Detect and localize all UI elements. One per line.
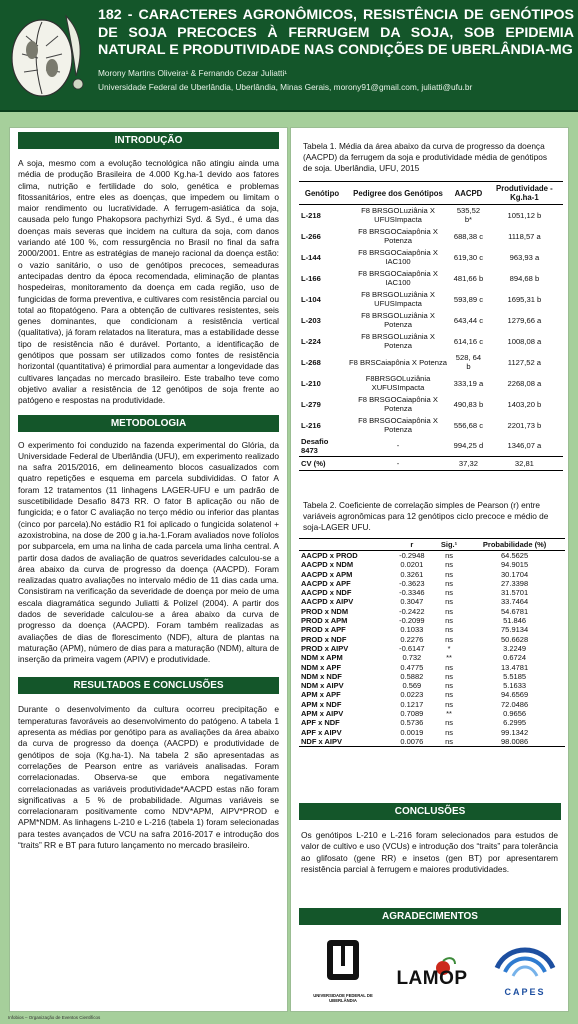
- table-row: [299, 373, 563, 394]
- table-row: [299, 205, 563, 226]
- variable-pair-cell: AACPD x PROD: [301, 551, 358, 560]
- variable-pair-cell: APM x APF: [301, 690, 341, 700]
- table-cell: F8BRSGOLuziânia XUFUSImpacta: [365, 374, 431, 392]
- variable-pair-cell: AACPD x APF: [301, 578, 351, 588]
- table-cell: 0.4775: [400, 662, 424, 672]
- table-row: [299, 415, 563, 436]
- ufu-logo-icon: [303, 936, 383, 988]
- genotype-cell: L-104: [301, 294, 321, 304]
- table-cell: 37,32: [451, 457, 486, 471]
- table-row: [299, 653, 565, 662]
- lamop-logo: [389, 954, 475, 994]
- variable-pair-cell: NDM x APM: [301, 653, 343, 663]
- conclusions-text: Os genótipos L-210 e L-216 foram selecionados para estudos de valor de cultivo e uso (VCUs) e introdução dos “traits” para tolerância ao glifosato (gene RR) e insetos (gen BT) por apresentarem resistência parcial à ferrugem e maiores produtividades.: [301, 830, 558, 874]
- variable-pair-cell: PROD x APF: [301, 625, 346, 635]
- table-cell: -0.2422: [399, 606, 425, 616]
- table-cell: 614,16 c: [453, 336, 483, 346]
- variable-pair-cell: NDM x APF: [301, 662, 342, 672]
- table-row: [299, 588, 565, 597]
- table-cell: 32,81: [486, 457, 563, 471]
- table-row: [299, 570, 565, 579]
- table2-header-cell: Probabilidade (%): [464, 539, 565, 551]
- table-cell: 75.9134: [501, 625, 529, 635]
- table-cell: 894,68 b: [509, 273, 540, 283]
- table-cell: ns: [445, 588, 453, 598]
- table-cell: 0.0201: [400, 560, 424, 570]
- genotype-cell: L-203: [301, 315, 321, 325]
- table-cell: 0.732: [402, 653, 422, 663]
- intro-heading: INTRODUÇÃO: [18, 132, 279, 149]
- table-cell: 619,30 c: [453, 252, 483, 262]
- genotype-cell: L-166: [301, 273, 321, 283]
- table-row: [299, 226, 563, 247]
- table-cell: 0.6724: [503, 653, 527, 663]
- table-row: [299, 681, 565, 690]
- table-cell: 0.9656: [503, 709, 527, 719]
- method-heading: METODOLOGIA: [18, 415, 279, 432]
- table-cell: ns: [445, 671, 453, 681]
- table-cell: F8 BRSGOLuziânia X Potenza: [361, 332, 435, 350]
- ufu-label: UNIVERSIDADE FEDERAL DE UBERLÂNDIA: [313, 993, 373, 1003]
- genotype-cell: L-210: [301, 378, 321, 388]
- genotype-cell: L-144: [301, 252, 321, 262]
- variable-pair-cell: PROD x NDM: [301, 606, 349, 616]
- table-cell: 1346,07 a: [486, 436, 563, 457]
- table-cell: 1127,52 a: [507, 357, 542, 367]
- table-cell: F8 BRSGOCaiapônia X Potenza: [358, 416, 438, 434]
- table-cell: 994,25 d: [451, 436, 486, 457]
- table-cell: 1008,08 a: [507, 336, 542, 346]
- genotype-cell: L-218: [301, 210, 321, 220]
- table-cell: F8 BRSGOLuziânia X Potenza: [361, 311, 435, 329]
- poster-header: [0, 0, 578, 112]
- capes-label: CAPES: [504, 987, 546, 997]
- table-cell: -: [345, 436, 451, 457]
- table-cell: 0.5882: [400, 671, 424, 681]
- authors: Morony Martins Oliveira¹ & Fernando Cezar Juliatti¹: [98, 68, 288, 78]
- table-cell: 27.3398: [501, 578, 529, 588]
- table-cell: 1403,20 b: [507, 399, 542, 409]
- variable-pair-cell: NDM x AIPV: [301, 681, 344, 691]
- table-cell: -0.6147: [399, 643, 425, 653]
- table1-header-cell: AACPD: [451, 182, 486, 205]
- intro-text: A soja, mesmo com a evolução tecnológica não atingiu ainda uma média de produção Brasileira de 4.000 Kg.ha-1 devido aos fatores clima, nutrição e fertilidade do solo, genética e problemas fitossanitários, entre eles as doenças, que impedem ou limitam o maior rendimento ou lucratividade. A ferrugem-asiática da soja, causada pelo fungo Phakopsora pachyrhizi Syd. & Syd., é uma das doenças mais severas que incidem na cultura da soja, com danos variando até 100 %, com ressurgência no Brasil no final da safra 2000/2001. Entre as estratégias de manejo racional da doença estão: o vazio sanitário, o uso de genótipos precoces, semeaduras antecipadas dentro da época recomendada, eliminação de plantas hospedeiras, monitoramento da doença em cada região, uso de fungicidas de forma preventiva, e cultivares com resistência parcial ou total ao fitopatógeno. Para a obtenção de cultivares resistentes, seis genes dominantes, que condicionam a resistência vertical (qualitativa), já foram relatados na literatura, mas a estabilidade desse tipo de resistência não é durável. Portanto, a identificação de genótipos que possam ser utilizados como fontes de resistência horizontal (quantitativa) é primordial para aumentar a longevidade das cultivares lançadas no mercado brasileiro. Este trabalho teve como objetivo avaliar a resistência de 12 genótipos de soja frente ao patógeno e respostas na produtividade.: [18, 158, 279, 406]
- table-cell: 3.2249: [503, 643, 527, 653]
- table-cell: 0.7089: [400, 709, 424, 719]
- table2-header-cell: [299, 539, 390, 551]
- table-cell: ns: [445, 699, 453, 709]
- table-cell: 0.2276: [400, 634, 424, 644]
- table-cell: 963,93 a: [509, 252, 540, 262]
- acknowledgments-heading: AGRADECIMENTOS: [299, 908, 561, 925]
- table-cell: F8 BRSGOLuziânia X UFUSImpacta: [361, 206, 435, 225]
- table-row: [299, 737, 565, 747]
- table-row: [299, 728, 565, 737]
- table-cell: 0.0019: [400, 727, 424, 737]
- variable-pair-cell: APF x NDF: [301, 718, 340, 728]
- table-cell: 688,38 c: [453, 231, 483, 241]
- table-cell: 556,68 c: [453, 420, 483, 430]
- table-row: [299, 352, 563, 373]
- table-row: [299, 560, 565, 569]
- variable-pair-cell: NDM x NDF: [301, 671, 342, 681]
- table-cell: 593,89 c: [453, 294, 483, 304]
- table-cell: F8 BRSCaiapônia X Potenza: [349, 357, 447, 367]
- variable-pair-cell: APM x AIPV: [301, 709, 344, 719]
- table-cell: 50.6628: [501, 634, 529, 644]
- table-cell: F8 BRSGOCaiapônia X IAC100: [358, 269, 438, 287]
- table-cell: F8 BRSGOCaiapônia X Potenza: [358, 395, 438, 413]
- table-cell: 1118,57 a: [508, 231, 541, 241]
- left-column: [9, 127, 288, 1012]
- results-heading: RESULTADOS E CONCLUSÕES: [18, 677, 279, 694]
- table-cell: 1279,66 a: [507, 315, 542, 325]
- table-cell: 1695,31 b: [507, 294, 542, 304]
- right-column: [290, 127, 569, 1012]
- table-cell: **: [446, 653, 452, 663]
- conclusions-heading: CONCLUSÕES: [299, 803, 561, 820]
- table-cell: 72.0486: [501, 699, 529, 709]
- table-row: [299, 247, 563, 268]
- table-row: [299, 690, 565, 699]
- table-row: [299, 268, 563, 289]
- method-text: O experimento foi conduzido na fazenda experimental do Glória, da Universidade Federal de Uberlândia (UFU), em experimento realizado na safra 2015/2016, em delineamento blocos casualizados com quatro repetições e esquema em parcela subdivididas. O fator A foram 12 tratamentos (11 linhagens LAGER-UFU e um padrão de suscetibilidade Desafio 8473 RR. O fator B aplicação ou não de fungicida; e o fator C avaliação no terço médio ou inferior das plantas (cinco por parcela).No estádio R1 foi aplicado o fungicida solatenol + azoxistrobina, na dose de 200 g ia.ha-1.Foram avaliados nove folíolos por subparcela, em uma na linha de cada parcela uma linha central. A partir dosa dados de avaliação de quatros severidades calculou-se a área abaixo da curva de progresso da doença (AACPD). Foram realizadas quatro avaliações no intervalo médio de 11 dias cada uma. Consistiram na verificação da severidade de doença por meio de uma escala diagramática segundo Juliatti & Polizel (2004). A partir dos dados de severidade calculou-se a área abaixo da curva de progresso da doença (AACPD). Foram também realizadas as avaliações de dias de florescimento (NDF), altura de plantas na maturação (APM), número de dias para a maturação (NDM), altura de inserção da primeira vagem (APIV) e produtividade.: [18, 439, 279, 665]
- table-cell: ns: [445, 551, 453, 560]
- table-cell: ns: [445, 718, 453, 728]
- table-cell: ns: [445, 662, 453, 672]
- table-row: [299, 672, 565, 681]
- table-cell: ns: [445, 634, 453, 644]
- table-cell: 33.7464: [501, 597, 529, 607]
- poster-title: 182 - CARACTERES AGRONÔMICOS, RESISTÊNCIA DE GENÓTIPOS DE SOJA PRECOCES À FERRUGEM DA SOJA, SOB EPIDEMIA NATURAL E PRODUTIVIDADE NAS CONDIÇÕES DE UBERLÂNDIA-MG: [98, 7, 574, 58]
- table-cell: 0.1033: [400, 625, 424, 635]
- table-cell: 64.5625: [501, 551, 529, 560]
- soybean-logo-icon: [4, 6, 94, 104]
- table-cell: 0.0223: [400, 690, 424, 700]
- table-cell: 0.0076: [390, 737, 434, 747]
- table-cell: 6.2995: [503, 718, 527, 728]
- table2-caption: Tabela 2. Coeficiente de correlação simples de Pearson (r) entre variáveis agronômicas para 12 genótipos ciclo precoce e médio de soja-LAGER UFU.: [303, 500, 549, 532]
- table1-header-cell: Genótipo: [299, 182, 345, 205]
- variable-pair-cell: PROD x AIPV: [301, 643, 349, 653]
- table1-header-cell: Pedigree dos Genótipos: [345, 182, 451, 205]
- ufu-logo: [303, 936, 383, 1008]
- genotype-cell: CV (%): [299, 457, 345, 471]
- table-cell: *: [447, 643, 451, 653]
- table1-header-cell: Produtividade -Kg.ha-1: [486, 182, 563, 205]
- table-cell: F8 BRSGOCaiapônia X IAC100: [358, 248, 438, 266]
- table-cell: ns: [445, 578, 453, 588]
- table-cell: 31.5701: [501, 588, 529, 598]
- table-cell: 490,83 b: [453, 399, 484, 409]
- table-row: [299, 551, 565, 561]
- table-cell: 30.1704: [501, 569, 529, 579]
- table-row: [299, 635, 565, 644]
- table-cell: ns: [445, 597, 453, 607]
- genotype-cell: L-268: [301, 357, 321, 367]
- table-row: [299, 394, 563, 415]
- results-text: Durante o desenvolvimento da cultura ocorreu precipitação e temperaturas favoráveis ao desenvolvimento do patógeno. A tabela 1 apresenta as médias por genótipo para as avaliações da área abaixo da curva de progresso da doença (AACPD) e produtividade de genótipos de soja (Kg.ha-1). Na tabela 2 são apresentadas as correlações de Pearson entre as variáveis analisadas. Foram correlacionadas. Observa-se que embora negativamente correlacionadas as variáveis produtividade*AACPD estas não foram significativas a 5 % de probabilidade. Algumas variáveis se correlacionaram positivamente como NDV*APM, AIPV*PROD e APM*NDM. As linhagens L-210 e L-216 (tabela 1) foram selecionadas para testes avançados de VCU na safra 2016-2017 e introdução dos “traits” RR e BT para futuro lançamento no mercado brasileiro.: [18, 704, 279, 851]
- table1-caption: Tabela 1. Média da área abaixo da curva de progresso da doença (AACPD) da ferrugem da soja e produtividade média de genótipos de soja. Uberlândia, UFU, 2015: [303, 141, 547, 173]
- table-cell: ns: [445, 616, 453, 626]
- table-cell: 481,66 b: [453, 273, 484, 283]
- table-cell: 643,44 c: [453, 315, 483, 325]
- table-cell: ns: [445, 727, 453, 737]
- table-cell: ns: [445, 681, 453, 691]
- table-row: [299, 663, 565, 672]
- variable-pair-cell: PROD x APM: [301, 616, 348, 626]
- table-row: [299, 616, 565, 625]
- table-cell: 2201,73 b: [507, 420, 542, 430]
- table-cell: 333,19 a: [453, 378, 484, 388]
- variable-pair-cell: AACPD x AIPV: [301, 597, 354, 607]
- table-cell: ns: [445, 569, 453, 579]
- table-row: [299, 607, 565, 616]
- table-cell: **: [446, 709, 452, 719]
- variable-pair-cell: APF x AIPV: [301, 727, 342, 737]
- table-row: [299, 579, 565, 588]
- table-cell: 0.5736: [400, 718, 424, 728]
- variable-pair-cell: AACPD x APM: [301, 569, 353, 579]
- footer-note: Infobios – Organização de Eventos Científicos: [8, 1015, 101, 1020]
- table-cell: 0.1217: [400, 699, 424, 709]
- table2-header-cell: r: [390, 539, 434, 551]
- table-row: [299, 597, 565, 606]
- table-row: [299, 709, 565, 718]
- table-cell: F8 BRSGOLuziânia X UFUSImpacta: [361, 290, 435, 308]
- table-cell: -0.2948: [399, 551, 425, 560]
- variable-pair-cell: PROD x NDF: [301, 634, 347, 644]
- table-cell: 94.6569: [501, 690, 529, 700]
- table-row: [299, 625, 565, 634]
- table-row: [299, 644, 565, 653]
- capes-logo: [487, 938, 563, 1000]
- table-cell: 94.9015: [501, 560, 529, 570]
- table-cell: ns: [445, 606, 453, 616]
- table-cell: 2268,08 a: [507, 378, 542, 388]
- table-cell: 51.846: [503, 616, 527, 626]
- genotype-cell: L-224: [301, 336, 321, 346]
- table-cell: 5.5185: [503, 671, 527, 681]
- genotype-cell: L-279: [301, 399, 321, 409]
- table-row: [299, 331, 563, 352]
- table-cell: F8 BRSGOCaiapônia X Potenza: [358, 227, 438, 245]
- table-cell: 1051,12 b: [507, 210, 542, 220]
- table-2: [299, 538, 565, 747]
- variable-pair-cell: AACPD x NDF: [301, 588, 352, 598]
- table-cell: ns: [445, 625, 453, 635]
- genotype-cell: L-266: [301, 231, 321, 241]
- table-cell: 0.3261: [400, 569, 424, 579]
- variable-pair-cell: APM x NDF: [301, 699, 342, 709]
- table-cell: 99.1342: [501, 727, 529, 737]
- table-row: [299, 310, 563, 331]
- table-cell: 13.4781: [501, 662, 529, 672]
- genotype-cell: L-216: [301, 420, 321, 430]
- table-cell: 528, 64 b: [455, 353, 482, 371]
- table-cell: -0.3623: [399, 578, 425, 588]
- variable-pair-cell: AACPD x NDM: [301, 560, 354, 570]
- affiliation: Universidade Federal de Uberlândia, Uberlândia, Minas Gerais, morony91@gmail.com, juliatti@ufu.br: [98, 82, 473, 92]
- table-row-cv: [299, 457, 563, 471]
- table-cell: -: [345, 457, 451, 471]
- lamop-label: LAMOP: [396, 968, 468, 989]
- table-cell: 54.6781: [501, 606, 529, 616]
- table-cell: ns: [445, 560, 453, 570]
- table-cell: ns: [445, 690, 453, 700]
- table-cell: 0.3047: [400, 597, 424, 607]
- table-row: [299, 289, 563, 310]
- table-cell: 5.1633: [503, 681, 527, 691]
- variable-pair-cell: NDF x AIPV: [299, 737, 390, 747]
- genotype-cell: Desafio 8473: [299, 436, 345, 457]
- table-cell: -0.3346: [399, 588, 425, 598]
- table-cell: 0.569: [402, 681, 422, 691]
- table-cell: 98.0086: [464, 737, 565, 747]
- table-row: [299, 436, 563, 457]
- table-cell: -0.2099: [399, 616, 425, 626]
- capes-logo-icon: [487, 938, 563, 982]
- table2-header-cell: Sig.¹: [434, 539, 464, 551]
- table-cell: ns: [434, 737, 464, 747]
- table-row: [299, 718, 565, 727]
- table-1: [299, 181, 563, 471]
- table-row: [299, 700, 565, 709]
- table-cell: 535,52 b*: [456, 206, 481, 225]
